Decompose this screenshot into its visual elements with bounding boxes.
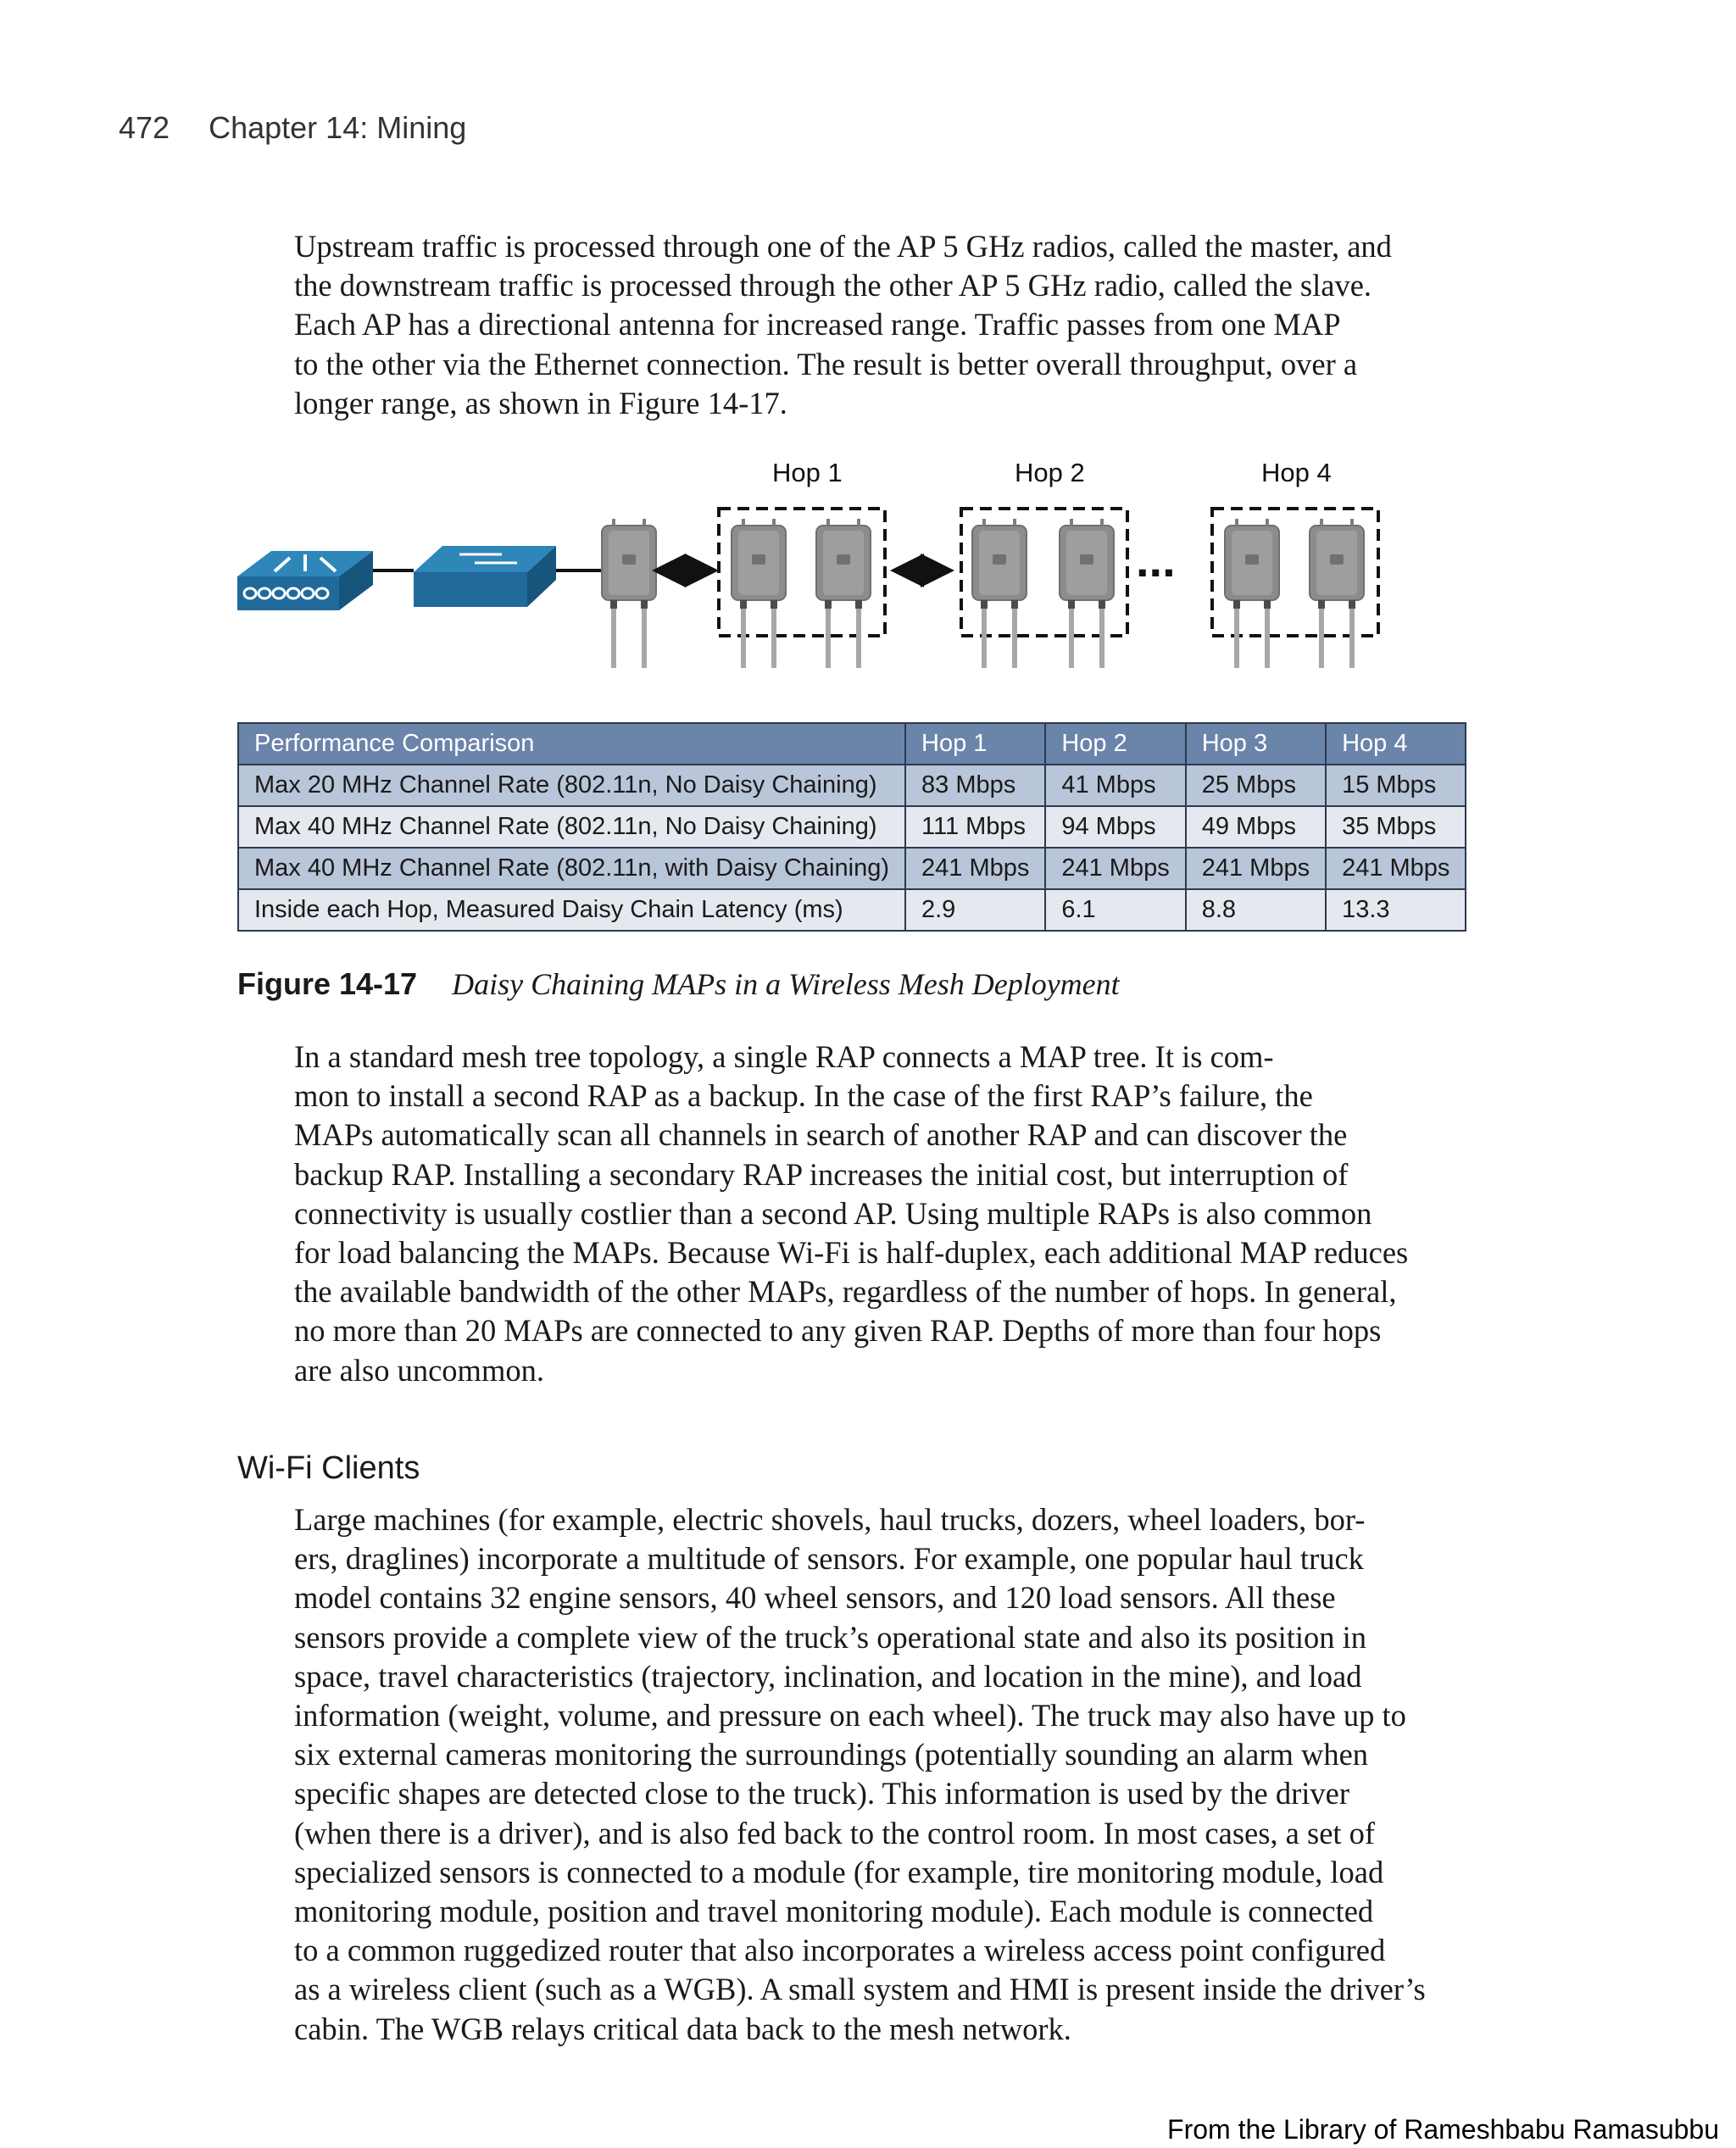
text-line: specific shapes are detected close to the truck). This information is used by the driver (294, 1776, 1349, 1811)
table-row (238, 806, 1466, 848)
access-point-icon (1225, 519, 1279, 668)
text-line: model contains 32 engine sensors, 40 wheel sensors, and 120 load sensors. All these (294, 1580, 1336, 1616)
table-cell: 111 Mbps (905, 806, 1045, 848)
paragraph-mesh-topology (294, 1038, 1455, 1390)
running-head (119, 110, 466, 146)
performance-table (237, 722, 1466, 932)
router-icon (237, 551, 373, 610)
hop-label-1: Hop 1 (772, 458, 843, 487)
text-line: are also uncommon. (294, 1352, 544, 1388)
table-header: Hop 2 (1045, 723, 1185, 765)
table-cell: 241 Mbps (1186, 848, 1326, 889)
table-cell: Max 20 MHz Channel Rate (802.11n, No Daisy Chaining) (238, 765, 905, 806)
text-line: mon to install a second RAP as a backup. In the case of the first RAP’s failure, the (294, 1078, 1313, 1114)
text-line: ers, draglines) incorporate a multitude of sensors. For example, one popular haul truck (294, 1541, 1364, 1577)
access-point-icon (1060, 519, 1114, 668)
figure-number: Figure 14-17 (237, 966, 418, 1001)
text-line: Each AP has a directional antenna for increased range. Traffic passes from one MAP (294, 307, 1341, 342)
table-cell: 2.9 (905, 889, 1045, 931)
table-row (238, 848, 1466, 889)
text-line: longer range, as shown in Figure 14-17. (294, 385, 787, 420)
table-header: Hop 1 (905, 723, 1045, 765)
mesh-diagram (231, 458, 1417, 712)
text-line: (when there is a driver), and is also fed back to the control room. In most cases, a set of (294, 1815, 1376, 1850)
page-number: 472 (119, 110, 170, 145)
text-line: monitoring module, position and travel monitoring module). Each module is connected (294, 1894, 1374, 1929)
text-line: for load balancing the MAPs. Because Wi-Fi is half-duplex, each additional MAP reduces (294, 1235, 1409, 1271)
table-header: Hop 4 (1326, 723, 1466, 765)
table-header: Performance Comparison (238, 723, 905, 765)
text-line: sensors provide a complete view of the truck’s operational state and also its position in (294, 1619, 1367, 1655)
text-line: to a common ruggedized router that also incorporates a wireless access point configured (294, 1933, 1386, 1968)
ellipsis: ... (1136, 533, 1176, 587)
table-cell: 41 Mbps (1045, 765, 1185, 806)
hop-label-4: Hop 4 (1261, 458, 1332, 487)
table-cell: 25 Mbps (1186, 765, 1326, 806)
hop-label-2: Hop 2 (1015, 458, 1085, 487)
table-header: Hop 3 (1186, 723, 1326, 765)
access-point-icon (602, 519, 656, 668)
text-line: connectivity is usually costlier than a second AP. Using multiple RAPs is also common (294, 1195, 1372, 1231)
access-point-icon (1310, 519, 1364, 668)
table-cell: 15 Mbps (1326, 765, 1466, 806)
text-line: the downstream traffic is processed through the other AP 5 GHz radio, called the slave. (294, 268, 1372, 303)
text-line: space, travel characteristics (trajectory, inclination, and location in the mine), and load (294, 1658, 1362, 1694)
text-line: cabin. The WGB relays critical data back to the mesh network. (294, 2011, 1071, 2046)
text-line: six external cameras monitoring the surroundings (potentially sounding an alarm when (294, 1737, 1369, 1772)
text-line: the available bandwidth of the other MAPs, regardless of the number of hops. In general, (294, 1274, 1397, 1310)
table-cell: 13.3 (1326, 889, 1466, 931)
text-line: as a wireless client (such as a WGB). A small system and HMI is present inside the driver’s (294, 1972, 1426, 2007)
table-cell: Max 40 MHz Channel Rate (802.11n, No Daisy Chaining) (238, 806, 905, 848)
figure-title: Daisy Chaining MAPs in a Wireless Mesh Deployment (452, 967, 1120, 1001)
text-line: Upstream traffic is processed through one of the AP 5 GHz radios, called the master, and (294, 229, 1392, 264)
table-header-row (238, 723, 1466, 765)
text-line: MAPs automatically scan all channels in search of another RAP and can discover the (294, 1117, 1348, 1153)
table-row (238, 889, 1466, 931)
table-row (238, 765, 1466, 806)
figure-caption (237, 966, 1120, 1002)
table-cell: 241 Mbps (1045, 848, 1185, 889)
text-line: In a standard mesh tree topology, a single RAP connects a MAP tree. It is com- (294, 1039, 1274, 1074)
section-heading: Wi-Fi Clients (237, 1450, 420, 1486)
access-point-icon (732, 519, 786, 668)
table-cell: Max 40 MHz Channel Rate (802.11n, with Daisy Chaining) (238, 848, 905, 889)
table-cell: 241 Mbps (905, 848, 1045, 889)
table-cell: 6.1 (1045, 889, 1185, 931)
table-cell: 8.8 (1186, 889, 1326, 931)
table-cell: Inside each Hop, Measured Daisy Chain Latency (ms) (238, 889, 905, 931)
table-cell: 94 Mbps (1045, 806, 1185, 848)
table-cell: 49 Mbps (1186, 806, 1326, 848)
text-line: information (weight, volume, and pressure on each wheel). The truck may also have up to (294, 1698, 1406, 1733)
access-point-icon (816, 519, 871, 668)
text-line: no more than 20 MAPs are connected to any given RAP. Depths of more than four hops (294, 1313, 1382, 1349)
access-point-icon (972, 519, 1027, 668)
chapter-title: Chapter 14: Mining (209, 110, 467, 145)
paragraph-intro (294, 227, 1455, 423)
text-line: to the other via the Ethernet connection. The result is better overall throughput, over a (294, 346, 1358, 381)
table-cell: 241 Mbps (1326, 848, 1466, 889)
paragraph-wifi-clients (294, 1500, 1455, 2049)
text-line: specialized sensors is connected to a module (for example, tire monitoring module, load (294, 1854, 1384, 1889)
switch-icon (414, 546, 556, 607)
text-line: Large machines (for example, electric shovels, haul trucks, dozers, wheel loaders, bor- (294, 1502, 1366, 1537)
table-cell: 83 Mbps (905, 765, 1045, 806)
table-cell: 35 Mbps (1326, 806, 1466, 848)
text-line: backup RAP. Installing a secondary RAP increases the initial cost, but interruption of (294, 1156, 1349, 1192)
library-footer: From the Library of Rameshbabu Ramasubbu (1167, 2114, 1719, 2145)
